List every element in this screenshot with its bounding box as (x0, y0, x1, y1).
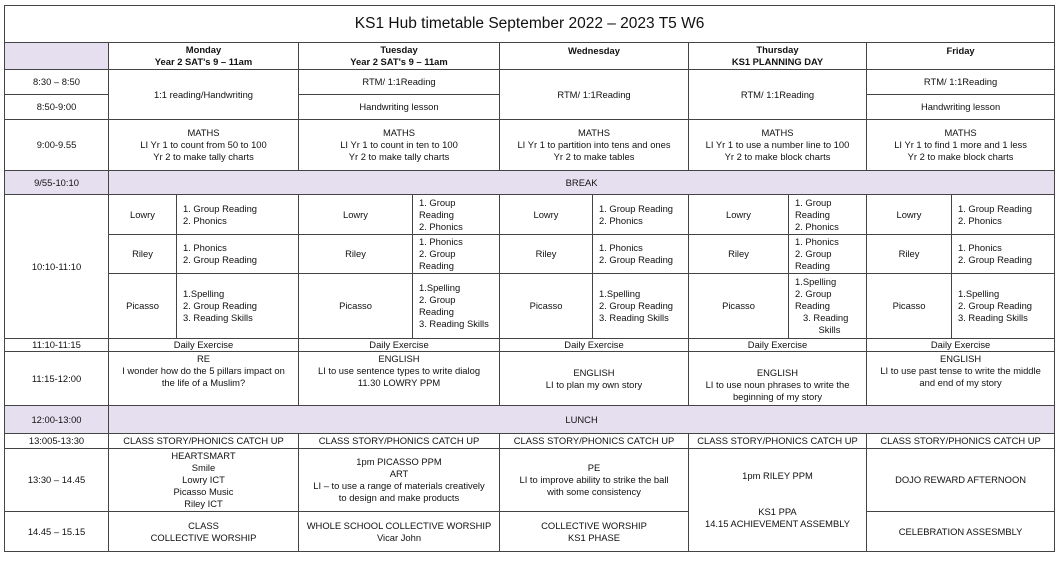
objective: Yr 2 to make block charts (724, 151, 831, 162)
day-note: Year 2 SAT's 9 – 11am (154, 56, 253, 67)
row-break (5, 171, 1055, 195)
monday-maths (109, 120, 299, 171)
tuesday-riley-activities (413, 235, 500, 274)
group-name-riley: Riley (689, 235, 789, 274)
time-label: 8:30 – 8:50 (5, 70, 109, 95)
activity: 2. Phonics (958, 214, 1002, 226)
activity: 1. Group (795, 196, 832, 208)
monday-early: 1:1 reading/Handwriting (109, 70, 299, 120)
friday-daily-exercise: Daily Exercise (867, 339, 1055, 352)
group-name-lowry: Lowry (500, 195, 593, 235)
objective: LI Yr 1 to count from 50 to 100 (140, 139, 267, 150)
group-name-picasso: Picasso (299, 274, 413, 339)
subject: HEARTSMART (171, 450, 236, 461)
monday-daily-exercise: Daily Exercise (109, 339, 299, 352)
row-groups-riley (5, 235, 1055, 274)
activity: 1.Spelling (795, 276, 837, 287)
objective: and end of my story (919, 377, 1002, 388)
objective: LI to use past tense to write the middle (880, 365, 1041, 376)
day-note: Year 2 SAT's 9 – 11am (350, 56, 448, 67)
monday-late-morning (109, 352, 299, 406)
objective: LI to improve ability to strike the ball (519, 474, 669, 485)
activity: 3. Reading Skills (183, 312, 253, 323)
event: 14.15 ACHIEVEMENT ASSEMBLY (704, 518, 851, 529)
day-name: Tuesday (380, 44, 418, 55)
note: 1pm PICASSO PPM (356, 456, 442, 467)
tuesday-last (299, 512, 500, 552)
objective: I wonder how do the 5 pillars impact on (122, 365, 285, 376)
activity: Reading (419, 208, 454, 220)
subject: ENGLISH (378, 353, 420, 364)
subject: ART (389, 468, 409, 479)
monday-last (109, 512, 299, 552)
activity: 3. Reading (803, 312, 849, 323)
subject: COLLECTIVE WORSHIP (150, 531, 257, 543)
activity: Lowry ICT (182, 474, 225, 485)
thursday-late-morning (689, 352, 867, 406)
tuesday-afternoon (299, 449, 500, 512)
activity: Skills (818, 324, 841, 335)
group-name-riley: Riley (299, 235, 413, 274)
activity: Picasso Music (173, 486, 234, 497)
page-title: KS1 Hub timetable September 2022 – 2023 T5 W6 (5, 6, 1055, 43)
row-groups-lowry (5, 195, 1055, 235)
activity: Reading (795, 208, 830, 220)
row-groups-picasso (5, 274, 1055, 339)
activity: 1.Spelling (183, 288, 225, 299)
activity: 1. Group Reading (599, 202, 674, 214)
friday-riley-activities (952, 235, 1055, 274)
activity: 3. Reading Skills (419, 318, 489, 329)
row-lunch (5, 406, 1055, 434)
group-name-picasso: Picasso (867, 274, 952, 339)
spacer (691, 482, 864, 494)
objective: LI to use sentence types to write dialog (317, 365, 481, 376)
group-name-lowry: Lowry (689, 195, 789, 235)
thursday-early: RTM/ 1:1Reading (689, 70, 867, 120)
friday-picasso-activities (952, 274, 1055, 339)
wednesday-daily-exercise: Daily Exercise (500, 339, 689, 352)
monday-afternoon (109, 449, 299, 512)
activity: Reading (419, 260, 454, 271)
subject: PE (587, 462, 601, 473)
time-label: 11:15-12:00 (5, 352, 109, 406)
activity: 1.Spelling (419, 282, 461, 293)
wednesday-story: CLASS STORY/PHONICS CATCH UP (500, 434, 689, 449)
objective: Yr 2 to make block charts (907, 151, 1014, 162)
group-name-riley: Riley (867, 235, 952, 274)
friday-last: CELEBRATION ASSESMBLY (867, 512, 1055, 552)
subject: MATHS (382, 127, 416, 138)
group-name-riley: Riley (109, 235, 177, 274)
objective: Yr 2 to make tally charts (153, 151, 254, 162)
objective: LI Yr 1 to count in ten to 100 (340, 139, 458, 150)
activity: 2. Group (419, 248, 456, 259)
spacer (691, 494, 864, 506)
row-daily-exercise (5, 339, 1055, 352)
activity: Reading (795, 260, 830, 271)
activity: Smile (191, 462, 216, 473)
subject: CLASS (188, 519, 219, 531)
day-header-row (5, 43, 1055, 70)
tuesday-lowry-activities (413, 195, 500, 235)
day-header-friday (867, 43, 1055, 70)
subject: MATHS (187, 127, 220, 138)
subject: KS1 PPA (758, 506, 797, 517)
break-band: BREAK (109, 171, 1055, 195)
activity: 2. Group (419, 294, 456, 305)
day-name: Friday (946, 45, 975, 56)
friday-early-b: Handwriting lesson (867, 95, 1055, 120)
objective: to design and make products (338, 492, 460, 503)
objective: LI – to use a range of materials creatively (313, 480, 485, 491)
row-story (5, 434, 1055, 449)
activity: 1. Group Reading (183, 202, 258, 214)
objective: beginning of my story (732, 391, 823, 402)
monday-riley-activities (177, 235, 299, 274)
activity: 2. Group (795, 288, 832, 299)
subject: WHOLE SCHOOL COLLECTIVE WORSHIP (306, 519, 492, 531)
thursday-story: CLASS STORY/PHONICS CATCH UP (689, 434, 867, 449)
subject: MATHS (761, 127, 794, 138)
timetable-wrapper (4, 5, 1054, 552)
activity: 2. Group Reading (599, 300, 674, 311)
group-name-lowry: Lowry (867, 195, 952, 235)
note: KS1 PHASE (567, 531, 621, 543)
time-label: 8:50-9:00 (5, 95, 109, 120)
wednesday-early: RTM/ 1:1Reading (500, 70, 689, 120)
time-label: 10:10-11:10 (5, 195, 109, 339)
friday-early-a: RTM/ 1:1Reading (867, 70, 1055, 95)
time-label: 12:00-13:00 (5, 406, 109, 434)
tuesday-maths (299, 120, 500, 171)
time-label: 9:00-9.55 (5, 120, 109, 171)
subject: ENGLISH (756, 367, 799, 378)
day-header-monday (109, 43, 299, 70)
thursday-afternoon (689, 449, 867, 552)
activity: 1. Group (419, 196, 456, 208)
day-name: Wednesday (568, 45, 620, 56)
wednesday-late-morning (500, 352, 689, 406)
row-maths (5, 120, 1055, 171)
thursday-picasso-activities (789, 274, 867, 339)
friday-lowry-activities (952, 195, 1055, 235)
day-header-thursday (689, 43, 867, 70)
tuesday-early-b: Handwriting lesson (299, 95, 500, 120)
wednesday-last (500, 512, 689, 552)
objective: LI Yr 1 to use a number line to 100 (705, 139, 850, 150)
tuesday-picasso-activities (413, 274, 500, 339)
objective: LI Yr 1 to partition into tens and ones (517, 139, 671, 150)
day-note: KS1 PLANNING DAY (731, 56, 824, 67)
activity: Riley ICT (184, 498, 223, 509)
day-name: Monday (185, 44, 222, 55)
subject: RE (196, 353, 211, 364)
row-1330 (5, 449, 1055, 512)
group-name-picasso: Picasso (689, 274, 789, 339)
group-name-picasso: Picasso (500, 274, 593, 339)
thursday-lowry-activities (789, 195, 867, 235)
row-0830 (5, 70, 1055, 95)
friday-story: CLASS STORY/PHONICS CATCH UP (867, 434, 1055, 449)
header-corner (5, 43, 109, 70)
activity: 2. Phonics (183, 214, 227, 226)
activity: 2. Group Reading (183, 300, 258, 311)
tuesday-early-a: RTM/ 1:1Reading (299, 70, 500, 95)
time-label: 14.45 – 15.15 (5, 512, 109, 552)
group-name-lowry: Lowry (109, 195, 177, 235)
activity: 1.Spelling (958, 288, 1000, 299)
objective: Yr 2 to make tables (553, 151, 635, 162)
monday-picasso-activities (177, 274, 299, 339)
activity: 1. Phonics (599, 242, 643, 253)
thursday-riley-activities (789, 235, 867, 274)
objective: Yr 2 to make tally charts (348, 151, 450, 162)
activity: Reading (795, 300, 830, 311)
thursday-daily-exercise: Daily Exercise (689, 339, 867, 352)
objective: LI to plan my own story (545, 378, 643, 390)
day-header-tuesday (299, 43, 500, 70)
day-name: Thursday (756, 44, 799, 55)
activity: 1. Group Reading (958, 202, 1033, 214)
note: 11.30 LOWRY PPM (357, 377, 441, 388)
group-name-lowry: Lowry (299, 195, 413, 235)
note: 1pm RILEY PPM (742, 470, 813, 481)
activity: 1. Phonics (795, 236, 839, 247)
wednesday-maths (500, 120, 689, 171)
lunch-band: LUNCH (109, 406, 1055, 434)
row-1445 (5, 512, 1055, 552)
wednesday-afternoon (500, 449, 689, 512)
tuesday-daily-exercise: Daily Exercise (299, 339, 500, 352)
activity: 1. Phonics (958, 242, 1002, 253)
tuesday-story: CLASS STORY/PHONICS CATCH UP (299, 434, 500, 449)
activity: 3. Reading Skills (958, 312, 1028, 323)
timetable (4, 5, 1055, 552)
time-label: 11:10-11:15 (5, 339, 109, 352)
row-1115 (5, 352, 1055, 406)
subject: COLLECTIVE WORSHIP (541, 519, 647, 531)
wednesday-picasso-activities (593, 274, 689, 339)
activity: 2. Group Reading (958, 254, 1033, 265)
title-row (5, 6, 1055, 43)
activity: 2. Group Reading (599, 254, 674, 265)
time-label: 13:005-13:30 (5, 434, 109, 449)
objective: with some consistency (547, 486, 641, 497)
activity: 2. Group (795, 248, 832, 259)
note: Vicar John (376, 531, 422, 543)
time-label: 13:30 – 14.45 (5, 449, 109, 512)
wednesday-lowry-activities (593, 195, 689, 235)
group-name-picasso: Picasso (109, 274, 177, 339)
activity: Reading (419, 306, 454, 317)
activity: 1.Spelling (599, 288, 641, 299)
subject: MATHS (944, 127, 977, 138)
activity: 3. Reading Skills (599, 312, 669, 323)
monday-story: CLASS STORY/PHONICS CATCH UP (109, 434, 299, 449)
activity: 2. Phonics (419, 220, 463, 232)
monday-lowry-activities (177, 195, 299, 235)
subject: ENGLISH (573, 366, 615, 378)
group-name-riley: Riley (500, 235, 593, 274)
activity: 2. Group Reading (958, 300, 1033, 311)
activity: 1. Phonics (419, 236, 463, 247)
subject: MATHS (577, 127, 611, 138)
activity: 2. Group Reading (183, 254, 258, 265)
activity: 2. Phonics (795, 220, 839, 232)
objective: LI Yr 1 to find 1 more and 1 less (894, 139, 1027, 150)
friday-maths (867, 120, 1055, 171)
friday-late-morning (867, 352, 1055, 406)
activity: 2. Phonics (599, 214, 643, 226)
wednesday-riley-activities (593, 235, 689, 274)
objective: LI to use noun phrases to write the (705, 379, 850, 390)
activity: 1. Phonics (183, 242, 227, 253)
friday-afternoon: DOJO REWARD AFTERNOON (867, 449, 1055, 512)
subject: ENGLISH (939, 353, 982, 364)
day-header-wednesday (500, 43, 689, 70)
thursday-maths (689, 120, 867, 171)
objective: the life of a Muslim? (161, 377, 246, 388)
tuesday-late-morning (299, 352, 500, 406)
time-label: 9/55-10:10 (5, 171, 109, 195)
